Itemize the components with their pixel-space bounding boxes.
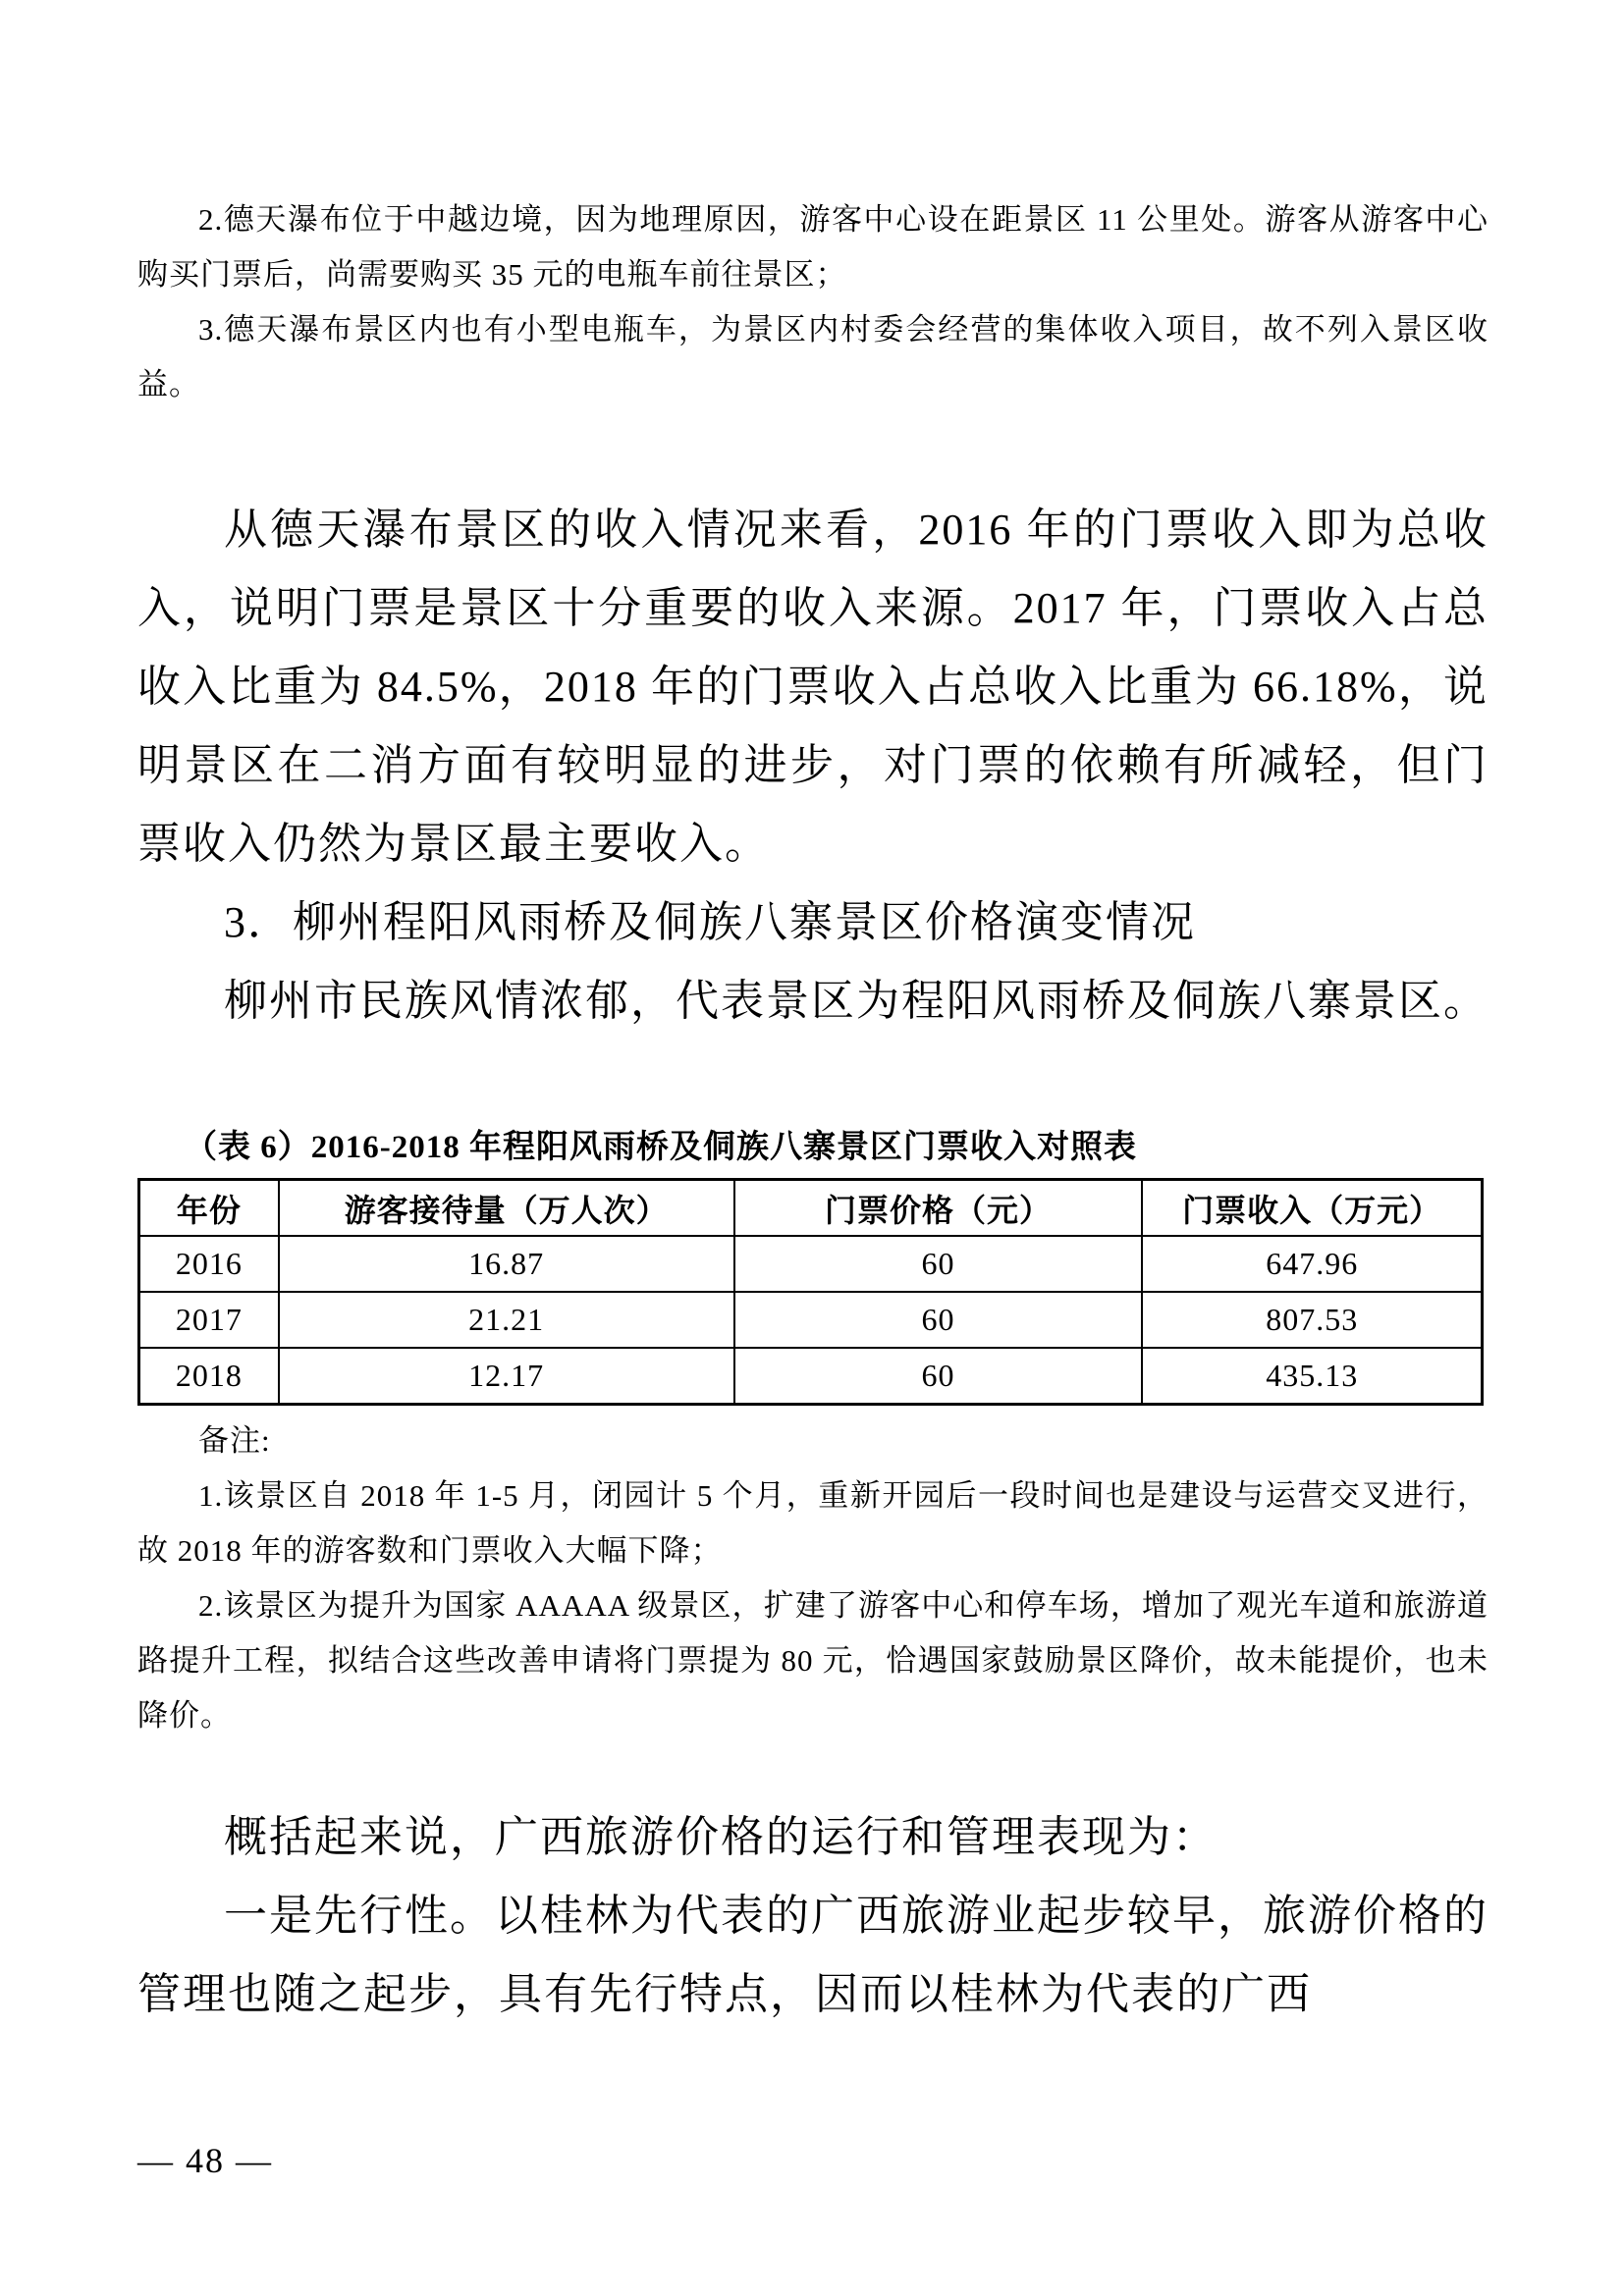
page-number: — 48 — [137, 2141, 273, 2180]
closing-section [137, 1798, 1489, 2034]
cell-visitors: 16.87 [279, 1236, 734, 1292]
cell-visitors: 12.17 [279, 1348, 734, 1405]
cell-year: 2017 [139, 1292, 279, 1348]
table-note-1: 1.该景区自 2018 年 1-5 月，闭园计 5 个月，重新开园后一段时间也是建设与运营交叉进行，故 2018 年的游客数和门票收入大幅下降； [137, 1478, 1489, 1568]
cell-price: 60 [734, 1292, 1143, 1348]
body-paragraph-revenue: 从德天瀑布景区的收入情况来看，2016 年的门票收入即为总收入，说明门票是景区十分重要的收入来源。2017 年，门票收入占总收入比重为 84.5%，2018 年的门票收入占总收入比重为 66.18%，说明景区在二消方面有较明显的进步，对门票的依赖有所减轻，但门票收入仍然为景区最主要收入。 [137, 506, 1489, 868]
col-header-ticket-price: 门票价格（元） [734, 1180, 1143, 1237]
notes-label: 备注: [198, 1423, 271, 1458]
cell-price: 60 [734, 1236, 1143, 1292]
col-header-visitors: 游客接待量（万人次） [279, 1180, 734, 1237]
cell-visitors: 21.21 [279, 1292, 734, 1348]
cell-revenue: 807.53 [1142, 1292, 1482, 1348]
table-row [139, 1292, 1483, 1348]
table-row [139, 1236, 1483, 1292]
table-notes-section [137, 1414, 1489, 1743]
col-header-ticket-revenue: 门票收入（万元） [1142, 1180, 1482, 1237]
body-section [137, 491, 1489, 1041]
ticket-revenue-table [137, 1178, 1484, 1406]
body-heading-3: 3．柳州程阳风雨桥及侗族八寨景区价格演变情况 [224, 898, 1196, 946]
cell-revenue: 435.13 [1142, 1348, 1482, 1405]
cell-year: 2018 [139, 1348, 279, 1405]
top-note-item-2: 2.德天瀑布位于中越边境，因为地理原因，游客中心设在距景区 11 公里处。游客从游客中心购买门票后，尚需要购买 35 元的电瓶车前往景区； [137, 202, 1489, 292]
top-note-item-3: 3.德天瀑布景区内也有小型电瓶车，为景区内村委会经营的集体收入项目，故不列入景区收益。 [137, 312, 1489, 401]
col-header-year: 年份 [139, 1180, 279, 1237]
table-note-2: 2.该景区为提升为国家 AAAAA 级景区，扩建了游客中心和停车场，增加了观光车道和旅游道路提升工程，拟结合这些改善申请将门票提为 80 元，恰遇国家鼓励景区降价，故未能提价，也未降价。 [137, 1588, 1489, 1733]
table-header-row [139, 1180, 1483, 1237]
closing-paragraph-summary: 概括起来说，广西旅游价格的运行和管理表现为： [224, 1813, 1218, 1861]
closing-paragraph-first-point: 一是先行性。以桂林为代表的广西旅游业起步较早，旅游价格的管理也随之起步，具有先行特点，因而以桂林为代表的广西 [137, 1892, 1489, 2018]
table-title-section [137, 1125, 1489, 1170]
table-6-section [137, 1178, 1489, 1406]
top-notes-section [137, 192, 1489, 412]
cell-revenue: 647.96 [1142, 1236, 1482, 1292]
body-paragraph-liuzhou: 柳州市民族风情浓郁，代表景区为程阳风雨桥及侗族八寨景区。 [224, 977, 1489, 1025]
table-row [139, 1348, 1483, 1405]
table-6-title: （表 6）2016-2018 年程阳风雨桥及侗族八寨景区门票收入对照表 [185, 1130, 1137, 1165]
cell-year: 2016 [139, 1236, 279, 1292]
cell-price: 60 [734, 1348, 1143, 1405]
